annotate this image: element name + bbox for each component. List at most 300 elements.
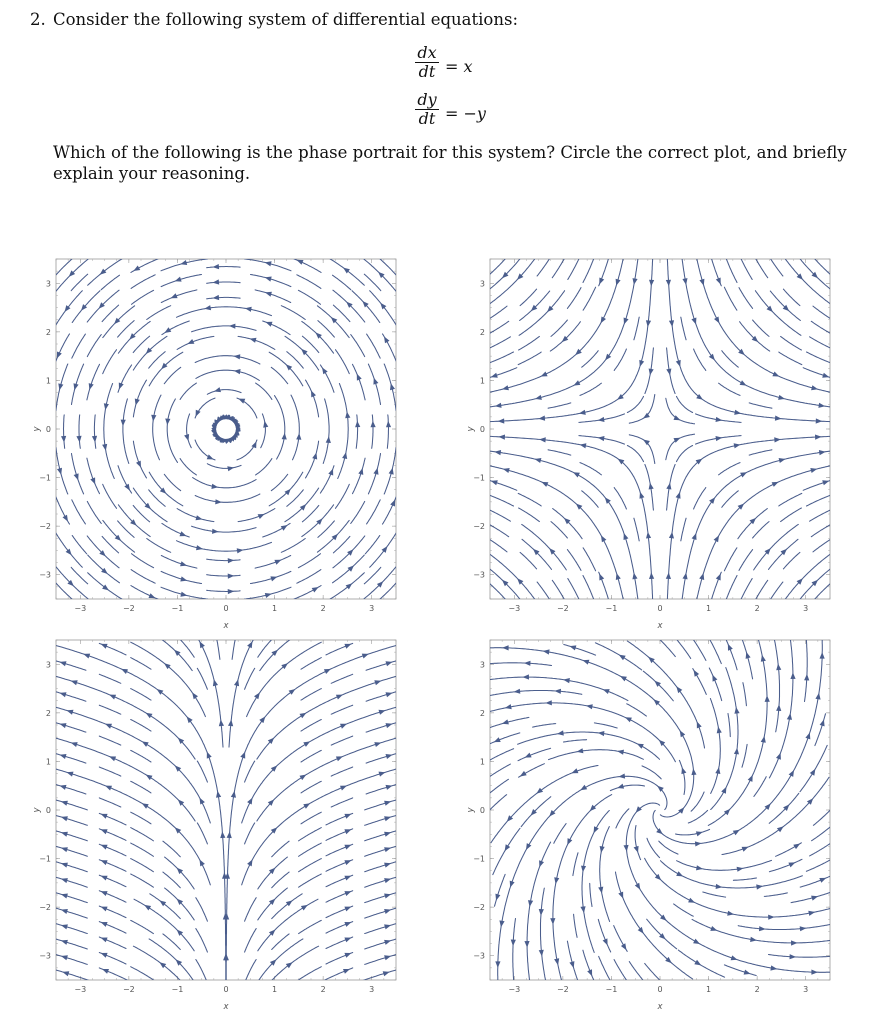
- flow-arrow: [211, 484, 218, 489]
- streamline: [365, 831, 397, 841]
- flow-arrow: [61, 878, 68, 883]
- streamline: [677, 640, 691, 659]
- streamline: [614, 488, 626, 509]
- streamline: [338, 384, 349, 479]
- equation-1-fraction: [413, 44, 441, 81]
- flow-arrow: [740, 380, 747, 385]
- flow-arrow: [776, 753, 781, 760]
- flow-arrow: [228, 558, 235, 563]
- flow-arrow: [557, 730, 564, 735]
- flow-arrow: [301, 905, 308, 911]
- streamline: [331, 767, 353, 776]
- streamline: [164, 474, 180, 490]
- streamline: [774, 639, 779, 732]
- streamline: [719, 383, 740, 395]
- flow-arrow: [67, 710, 74, 715]
- y-tick-label: 0: [45, 806, 51, 815]
- flow-arrow: [61, 924, 68, 929]
- flow-arrow: [76, 436, 81, 443]
- streamline: [627, 704, 647, 716]
- streamline: [297, 275, 321, 289]
- flow-arrow: [237, 548, 244, 553]
- x-tick-label: −1: [605, 604, 618, 613]
- flow-arrow: [157, 689, 164, 695]
- phase-portrait-c[interactable]: [30, 636, 410, 1021]
- streamline: [161, 556, 197, 569]
- streamline: [131, 720, 151, 732]
- streamline: [131, 275, 155, 289]
- flow-arrow: [603, 938, 608, 945]
- flow-arrow: [805, 733, 810, 740]
- streamline: [246, 960, 257, 981]
- flow-arrow: [180, 561, 187, 566]
- flow-arrow: [151, 415, 156, 422]
- streamline: [580, 383, 601, 395]
- flow-arrow: [594, 826, 599, 833]
- flow-arrow: [598, 731, 605, 736]
- streamline: [380, 259, 397, 276]
- streamline: [302, 336, 318, 352]
- streamline: [677, 860, 772, 870]
- streamline: [195, 440, 215, 460]
- flow-arrow: [676, 492, 681, 499]
- y-tick-label: −1: [39, 854, 51, 864]
- x-tick-label: 1: [706, 985, 712, 994]
- flow-arrow: [228, 720, 233, 727]
- flow-arrow: [539, 860, 544, 867]
- streamline: [726, 576, 737, 600]
- streamline: [753, 320, 769, 336]
- y-tick-label: 1: [479, 376, 485, 386]
- streamline: [245, 259, 291, 271]
- flow-arrow: [219, 720, 224, 727]
- flow-arrow: [101, 938, 108, 943]
- flow-arrow: [192, 692, 198, 699]
- flow-arrow: [311, 390, 316, 397]
- flow-arrow: [716, 417, 723, 422]
- streamline: [549, 750, 644, 760]
- flow-arrow: [734, 748, 739, 755]
- flow-arrow: [666, 572, 671, 579]
- flow-arrow: [712, 675, 717, 682]
- y-tick-label: 1: [45, 757, 51, 767]
- phase-portrait-d[interactable]: [464, 636, 844, 1021]
- flow-arrow: [804, 674, 809, 681]
- flow-arrow: [390, 500, 395, 507]
- streamline: [271, 474, 287, 490]
- streamline: [489, 795, 506, 811]
- flow-arrow: [734, 707, 739, 714]
- streamline: [299, 874, 322, 887]
- streamline: [323, 399, 329, 464]
- flow-arrow: [384, 801, 391, 806]
- flow-arrow: [303, 741, 310, 747]
- streamline: [722, 777, 829, 854]
- streamline: [258, 639, 273, 657]
- flow-arrow: [649, 280, 654, 287]
- flow-arrow: [524, 661, 531, 666]
- streamline: [365, 954, 397, 964]
- streamline: [103, 350, 117, 374]
- streamline: [207, 390, 241, 395]
- flow-arrow: [498, 435, 505, 440]
- streamline: [297, 967, 321, 981]
- streamline: [754, 777, 766, 797]
- y-tick-label: 1: [45, 376, 51, 386]
- streamline: [242, 707, 397, 823]
- flow-arrow: [344, 644, 351, 649]
- flow-arrow: [669, 320, 674, 327]
- streamline: [815, 714, 826, 746]
- streamline: [527, 842, 551, 981]
- flow-arrow: [109, 756, 116, 761]
- flow-arrow: [788, 862, 795, 867]
- streamline: [255, 556, 291, 569]
- streamline: [207, 590, 240, 591]
- flow-arrow: [61, 940, 68, 945]
- streamline: [291, 395, 299, 460]
- flow-arrow: [196, 515, 203, 520]
- streamline: [697, 259, 831, 392]
- flow-arrow: [674, 415, 681, 420]
- streamline: [742, 639, 752, 679]
- flow-arrow: [550, 918, 555, 925]
- x-tick-label: 3: [369, 985, 375, 994]
- flow-arrow: [180, 592, 187, 597]
- streamline: [564, 645, 596, 656]
- flow-arrow: [742, 847, 749, 852]
- flow-arrow: [563, 678, 570, 683]
- phase-portrait-a[interactable]: [30, 255, 410, 635]
- streamline: [245, 668, 255, 689]
- flow-arrow: [384, 336, 390, 343]
- flow-arrow: [344, 814, 351, 819]
- flow-arrow: [175, 277, 182, 282]
- streamline: [694, 488, 706, 509]
- flow-arrow: [142, 741, 149, 747]
- streamline: [299, 859, 322, 872]
- streamline: [520, 552, 537, 569]
- flow-arrow: [494, 450, 501, 455]
- y-axis-label: y: [32, 426, 42, 432]
- streamline: [779, 352, 802, 365]
- flow-arrow: [101, 644, 108, 649]
- streamline: [131, 967, 155, 981]
- y-axis-label: y: [466, 426, 476, 432]
- flow-arrow: [62, 971, 69, 976]
- streamline: [365, 800, 397, 810]
- flow-arrow: [822, 480, 829, 485]
- flow-arrow: [649, 369, 654, 376]
- streamline: [306, 380, 319, 417]
- x-tick-label: −2: [556, 604, 569, 613]
- streamline: [489, 691, 582, 696]
- flow-arrow: [336, 695, 343, 700]
- streamline: [238, 509, 275, 522]
- streamline: [147, 539, 171, 553]
- flow-arrow: [229, 324, 236, 329]
- flow-arrow: [251, 441, 256, 448]
- streamline: [533, 724, 556, 728]
- flow-arrow: [619, 655, 626, 661]
- flow-arrow: [639, 360, 644, 367]
- streamline: [298, 554, 320, 568]
- flow-arrow: [808, 911, 815, 916]
- streamline: [161, 587, 207, 599]
- streamline: [147, 306, 171, 320]
- flow-arrow: [822, 373, 829, 378]
- flow-arrow: [214, 387, 221, 392]
- streamline: [813, 306, 831, 319]
- streamline: [333, 275, 351, 290]
- flow-arrow: [344, 953, 351, 958]
- x-tick-label: −2: [122, 985, 135, 994]
- flow-arrow: [692, 533, 697, 540]
- flow-arrow: [384, 847, 391, 852]
- flow-arrow: [666, 483, 671, 490]
- streamline: [791, 892, 831, 902]
- streamline: [380, 583, 397, 600]
- streamline: [131, 812, 151, 824]
- y-tick-label: −2: [473, 903, 485, 913]
- flow-arrow: [581, 866, 586, 873]
- streamline: [489, 764, 510, 777]
- flow-arrow: [164, 327, 171, 333]
- flow-arrow: [374, 680, 381, 685]
- streamline: [207, 282, 240, 283]
- streamline: [616, 872, 693, 979]
- streamline: [196, 370, 260, 380]
- flow-arrow: [61, 801, 68, 806]
- streamline: [368, 454, 380, 494]
- streamline: [56, 448, 68, 494]
- streamline: [281, 306, 305, 320]
- streamline: [133, 505, 149, 521]
- flow-arrow: [61, 909, 68, 914]
- flow-arrow: [494, 737, 501, 742]
- streamline: [594, 723, 617, 728]
- streamline: [814, 258, 831, 275]
- flow-arrow: [357, 374, 362, 381]
- streamline: [331, 736, 353, 745]
- flow-arrow: [761, 736, 766, 743]
- flow-arrow: [734, 443, 741, 448]
- y-tick-label: 1: [479, 757, 485, 767]
- streamline: [55, 939, 87, 949]
- streamline: [647, 838, 660, 857]
- streamline: [660, 639, 676, 656]
- streamline: [197, 668, 207, 689]
- streamline: [180, 459, 196, 475]
- phase-portrait-b[interactable]: [464, 255, 844, 635]
- flow-arrow: [83, 654, 90, 659]
- streamline: [537, 582, 550, 600]
- streamline: [489, 524, 509, 536]
- flow-arrow: [714, 535, 719, 542]
- streamline: [99, 798, 121, 807]
- streamline: [742, 744, 747, 767]
- flow-arrow: [71, 680, 78, 685]
- streamline: [811, 524, 831, 536]
- streamline: [232, 639, 235, 659]
- flow-arrow: [737, 867, 744, 872]
- flow-arrow: [101, 876, 108, 881]
- x-tick-label: 2: [754, 604, 760, 613]
- flow-arrow: [554, 689, 561, 694]
- streamline: [490, 337, 511, 348]
- streamline: [518, 748, 551, 760]
- streamline: [513, 919, 516, 982]
- streamline: [353, 364, 366, 400]
- streamline: [131, 859, 154, 872]
- streamline: [131, 658, 151, 670]
- flow-arrow: [775, 416, 782, 421]
- flow-arrow: [101, 922, 108, 927]
- flow-arrow: [714, 317, 719, 324]
- flow-arrow: [274, 560, 281, 565]
- flow-arrow: [746, 652, 751, 659]
- streamline: [331, 674, 353, 683]
- x-tick-label: −2: [556, 985, 569, 994]
- streamline: [197, 823, 207, 844]
- flow-arrow: [748, 775, 753, 782]
- y-tick-label: −3: [39, 570, 51, 580]
- flow-arrow: [683, 573, 688, 580]
- flow-arrow: [787, 713, 792, 720]
- flow-arrow: [312, 587, 319, 593]
- flow-arrow: [569, 961, 574, 968]
- flow-arrow: [238, 399, 245, 404]
- streamline: [196, 898, 208, 922]
- flow-arrow: [324, 669, 331, 674]
- flow-arrow: [599, 278, 604, 285]
- flow-arrow: [728, 644, 733, 651]
- streamline: [275, 396, 285, 460]
- flow-arrow: [676, 360, 681, 367]
- streamline: [490, 554, 535, 599]
- streamline: [131, 689, 151, 701]
- x-tick-label: 1: [272, 604, 278, 613]
- streamline: [709, 668, 721, 701]
- streamline: [272, 946, 319, 980]
- streamline: [548, 403, 571, 408]
- flow-arrow: [390, 383, 395, 390]
- streamline: [131, 828, 154, 841]
- flow-arrow: [583, 660, 590, 665]
- flow-arrow: [498, 418, 505, 423]
- streamline: [272, 934, 289, 950]
- flow-arrow: [800, 926, 807, 931]
- y-tick-label: 2: [479, 327, 485, 337]
- flow-arrow: [200, 641, 205, 648]
- flow-arrow: [776, 704, 781, 711]
- y-tick-label: 0: [479, 806, 485, 815]
- flow-arrow: [618, 892, 623, 899]
- streamline: [245, 587, 291, 599]
- streamline: [643, 671, 673, 701]
- streamline: [242, 769, 397, 885]
- streamline: [807, 495, 831, 506]
- flow-arrow: [790, 672, 795, 679]
- streamline: [726, 259, 737, 283]
- flow-arrow: [569, 645, 576, 650]
- streamline: [779, 493, 802, 506]
- streamline: [645, 963, 661, 980]
- flow-arrow: [265, 261, 272, 266]
- streamline: [71, 274, 88, 291]
- flow-arrow: [539, 950, 544, 957]
- streamline: [195, 356, 260, 364]
- flow-arrow: [67, 772, 74, 777]
- streamline: [813, 539, 831, 552]
- streamline: [180, 383, 196, 399]
- streamline: [812, 827, 831, 841]
- streamline: [167, 399, 177, 463]
- flow-arrow: [691, 318, 696, 325]
- streamline: [351, 501, 365, 523]
- streamline: [56, 583, 72, 600]
- streamline: [161, 571, 201, 583]
- streamline: [55, 707, 210, 823]
- streamline: [489, 451, 638, 600]
- streamline: [635, 826, 641, 860]
- flow-arrow: [716, 574, 721, 581]
- flow-arrow: [340, 786, 347, 791]
- streamline: [741, 259, 752, 280]
- flow-arrow: [312, 453, 317, 460]
- flow-arrow: [681, 767, 686, 774]
- flow-arrow: [104, 403, 109, 410]
- streamline: [495, 874, 506, 906]
- streamline: [681, 518, 686, 541]
- streamline: [161, 290, 197, 303]
- flow-arrow: [820, 719, 825, 726]
- streamline: [87, 335, 101, 357]
- streamline: [245, 823, 255, 844]
- flow-arrow: [674, 438, 681, 443]
- flow-arrow: [234, 354, 241, 359]
- flow-arrow: [522, 674, 529, 679]
- flow-arrow: [789, 770, 794, 777]
- flow-arrow: [336, 756, 343, 761]
- y-tick-label: −1: [39, 473, 51, 483]
- flow-arrow: [373, 468, 378, 475]
- streamline: [724, 965, 756, 976]
- flow-arrow: [266, 322, 273, 327]
- streamline: [99, 767, 121, 776]
- flow-arrow: [386, 692, 393, 697]
- streamline: [55, 831, 87, 841]
- flow-arrow: [770, 965, 777, 970]
- flow-arrow: [121, 669, 128, 674]
- streamline: [519, 336, 540, 350]
- streamline: [187, 414, 192, 448]
- streamline: [301, 750, 321, 762]
- streamline: [554, 824, 566, 844]
- flow-arrow: [384, 816, 391, 821]
- streamline: [489, 717, 529, 727]
- streamline: [299, 843, 322, 856]
- streamline: [207, 297, 240, 298]
- y-tick-label: −2: [473, 522, 485, 532]
- flow-arrow: [142, 803, 149, 809]
- flow-arrow: [599, 574, 604, 581]
- streamline: [659, 841, 678, 854]
- flow-arrow: [598, 436, 605, 441]
- flow-arrow: [74, 473, 79, 480]
- streamline: [177, 307, 272, 318]
- streamline: [755, 580, 767, 600]
